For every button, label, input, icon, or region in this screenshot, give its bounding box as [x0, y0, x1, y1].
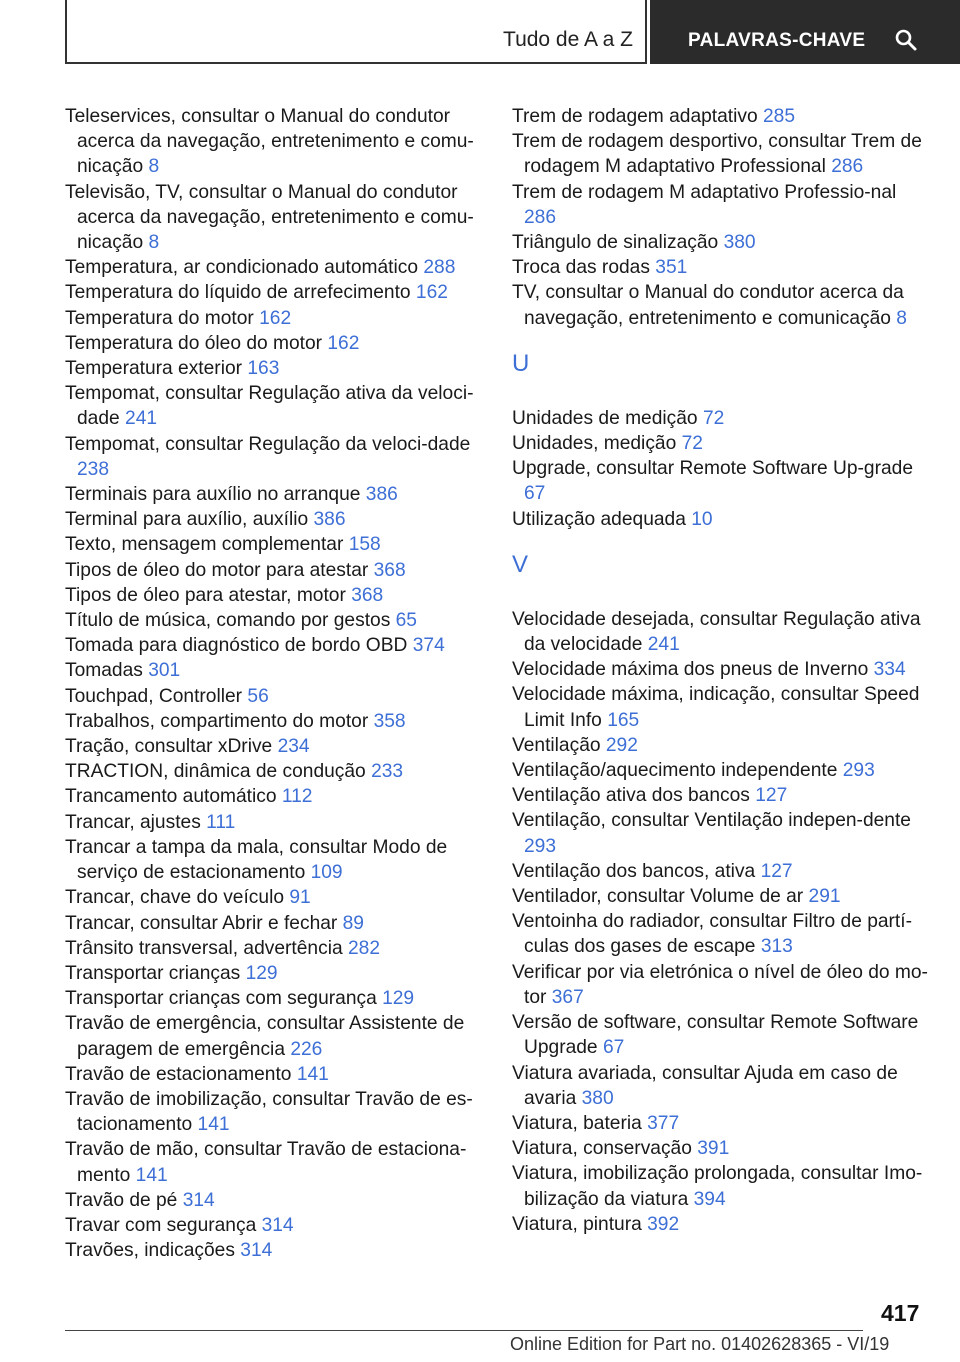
index-entry-text: Ventilador, consultar Volume de ar	[512, 886, 804, 908]
index-entry	[65, 1137, 475, 1187]
index-entry-page-link[interactable]: 241	[647, 634, 680, 656]
index-entry	[512, 230, 932, 255]
index-entry-text: TRACTION, dinâmica de condução	[65, 761, 366, 783]
index-entry-page-link[interactable]: 141	[296, 1063, 329, 1085]
tab-palavras-chave-label: PALAVRAS-CHAVE	[688, 30, 866, 51]
index-entry-page-link[interactable]: 301	[148, 660, 181, 682]
index-entry	[65, 658, 475, 683]
index-entry	[65, 986, 475, 1011]
index-entry-page-link[interactable]: 238	[77, 458, 110, 480]
index-entry	[65, 331, 475, 356]
index-entry-page-link[interactable]: 8	[148, 232, 160, 254]
index-entry-text: Ventilação dos bancos, ativa	[512, 860, 756, 882]
index-entry-page-link[interactable]: 8	[896, 307, 907, 329]
index-entry	[65, 356, 475, 381]
index-entry-text: Terminais para auxílio no arranque	[65, 484, 361, 506]
index-entry-page-link[interactable]: 293	[842, 760, 875, 782]
index-entry-page-link[interactable]: 314	[182, 1189, 215, 1211]
index-entry-page-link[interactable]: 72	[681, 433, 703, 455]
index-entry-page-link[interactable]: 351	[655, 257, 688, 279]
index-entry	[65, 1062, 475, 1087]
index-entry-page-link[interactable]: 292	[605, 734, 638, 756]
index-entry	[512, 104, 932, 129]
index-entry	[65, 734, 475, 759]
index-entry	[65, 381, 475, 431]
index-entry-page-link[interactable]: 158	[348, 534, 381, 556]
index-entry-page-link[interactable]: 394	[693, 1188, 726, 1210]
index-entry-text: Trancar, consultar Abrir e fechar	[65, 912, 338, 934]
index-entry-page-link[interactable]: 127	[760, 860, 793, 882]
index-entry-text: Temperatura, ar condicionado automático	[65, 257, 419, 279]
index-entry-text: Unidades, medição	[512, 433, 677, 455]
index-entry-text: TV, consultar o Manual do condutor acerca da navegação, entretenimento e comunicação	[512, 282, 904, 329]
index-entry-page-link[interactable]: 141	[135, 1164, 168, 1186]
index-entry	[512, 1136, 932, 1161]
index-entry-text: Ventilação	[512, 734, 601, 756]
index-entry-text: Unidades de medição	[512, 407, 698, 429]
index-entry-page-link[interactable]: 374	[412, 635, 445, 657]
index-entry	[65, 835, 475, 885]
index-group-v	[512, 607, 932, 1237]
index-entry	[512, 255, 932, 280]
index-entry-page-link[interactable]: 72	[702, 407, 725, 429]
index-entry	[512, 431, 932, 456]
index-entry-text: Tomada para diagnóstico de bordo OBD	[65, 635, 408, 657]
index-entry	[512, 1010, 932, 1060]
index-letter-u: U	[512, 349, 530, 377]
index-entry-text: Ventilação/aquecimento independente	[512, 760, 838, 782]
index-entry-text: Troca das rodas	[512, 257, 650, 279]
index-letter-v: V	[512, 550, 529, 578]
index-entry	[65, 684, 475, 709]
index-entry	[512, 909, 932, 959]
footer-edition-text: Online Edition for Part no. 01402628365 - VI/19	[510, 1334, 890, 1354]
index-entry	[512, 884, 932, 909]
index-entry-page-link[interactable]: 391	[697, 1138, 730, 1160]
index-entry-page-link[interactable]: 165	[607, 709, 640, 731]
index-entry-page-link[interactable]: 129	[245, 962, 278, 984]
index-entry-text: Viatura, pintura	[512, 1213, 642, 1235]
index-entry-page-link[interactable]: 380	[723, 232, 756, 254]
index-entry	[65, 280, 475, 305]
index-entry-page-link[interactable]: 65	[395, 610, 417, 632]
index-entry-text: Televisão, TV, consultar o Manual do condutor acerca da navegação, entretenimento e comu‐nicação	[65, 181, 474, 254]
index-entry	[512, 960, 932, 1010]
index-entry-text: Tração, consultar xDrive	[65, 736, 273, 758]
index-entry	[512, 607, 932, 657]
index-entry-text: Teleservices, consultar o Manual do condutor acerca da navegação, entretenimento e comu‐nicação	[65, 106, 474, 178]
footer-divider	[65, 1330, 863, 1331]
index-entry	[512, 507, 932, 532]
index-entry	[65, 759, 475, 784]
index-entry-text: Temperatura do líquido de arrefecimento	[65, 282, 411, 304]
index-entry	[512, 1111, 932, 1136]
index-entry-page-link[interactable]: 91	[289, 887, 311, 909]
index-entry-text: Ventoinha do radiador, consultar Filtro de partí‐culas dos gases de escape	[512, 911, 912, 958]
index-entry-page-link[interactable]: 162	[327, 332, 360, 354]
index-entry-page-link[interactable]: 377	[647, 1112, 680, 1134]
index-entry-page-link[interactable]: 109	[310, 862, 343, 884]
index-entry-text: Texto, mensagem complementar	[65, 534, 344, 556]
index-entry-text: Travão de mão, consultar Travão de estaciona‐mento	[65, 1139, 467, 1186]
index-entry-text: Trancar, chave do veículo	[65, 887, 284, 909]
index-entry	[65, 1213, 475, 1238]
index-group-t	[512, 104, 932, 331]
index-entry	[65, 104, 475, 180]
tab-tudo-de-a-a-z[interactable]: Tudo de A a Z	[503, 28, 633, 51]
index-entry-page-link[interactable]: 226	[290, 1038, 323, 1060]
index-entry	[512, 129, 932, 179]
index-entry-page-link[interactable]: 112	[281, 786, 313, 808]
index-entry-page-link[interactable]: 67	[524, 483, 546, 505]
index-entry-text: Viatura avariada, consultar Ajuda em caso de avaria	[512, 1062, 898, 1109]
index-entry-page-link[interactable]: 162	[415, 282, 448, 304]
index-entry-page-link[interactable]: 10	[691, 508, 713, 530]
search-icon[interactable]	[894, 28, 918, 52]
index-entry-text: Travão de imobilização, consultar Travão de es‐tacionamento	[65, 1088, 473, 1136]
index-entry	[512, 758, 932, 783]
index-entry-text: Viatura, imobilização prolongada, consultar Imo‐bilização da viatura	[512, 1163, 923, 1210]
index-entry-text: Tempomat, consultar Regulação ativa da veloci‐dade	[65, 383, 474, 430]
index-entry	[65, 911, 475, 936]
index-entry-page-link[interactable]: 313	[760, 936, 793, 958]
index-entry-page-link[interactable]: 314	[240, 1240, 273, 1262]
index-entry-text: Utilização adequada	[512, 508, 686, 530]
index-entry-text: Travão de pé	[65, 1189, 178, 1211]
index-entry-page-link[interactable]: 127	[755, 785, 788, 807]
index-entry-page-link[interactable]: 234	[277, 736, 310, 758]
index-entry-text: Ventilação ativa dos bancos	[512, 785, 750, 807]
index-entry-page-link[interactable]: 314	[261, 1214, 294, 1236]
index-entry	[65, 885, 475, 910]
index-entry-page-link[interactable]: 386	[365, 484, 398, 506]
index-entry-page-link[interactable]: 56	[247, 685, 269, 707]
index-entry-page-link[interactable]: 286	[831, 156, 864, 178]
index-entry-page-link[interactable]: 67	[602, 1037, 625, 1059]
index-entry-text: Triângulo de sinalização	[512, 232, 719, 254]
index-entry	[512, 682, 932, 732]
index-entry-text: Temperatura do óleo do motor	[65, 332, 323, 354]
index-entry-page-link[interactable]: 129	[382, 988, 415, 1010]
index-entry-text: Trancar a tampa da mala, consultar Modo de serviço de estacionamento	[65, 836, 448, 884]
index-entry-text: Verificar por via eletrónica o nível de óleo do mo‐tor	[512, 961, 928, 1008]
index-entry	[512, 180, 932, 230]
index-entry-text: Tipos de óleo do motor para atestar	[65, 559, 369, 581]
index-entry-text: Touchpad, Controller	[65, 685, 243, 707]
index-entry-text: Trancar, ajustes	[65, 811, 201, 833]
index-entry	[512, 808, 932, 858]
index-entry	[65, 633, 475, 658]
index-entry-text: Tempomat, consultar Regulação da veloci‐dade	[65, 433, 471, 455]
index-entry-text: Velocidade desejada, consultar Regulação ativa da velocidade	[512, 608, 921, 656]
index-group-u	[512, 406, 932, 532]
index-entry	[65, 936, 475, 961]
index-entry	[512, 1161, 932, 1211]
index-entry-page-link[interactable]: 282	[347, 937, 380, 959]
index-entry-text: Upgrade, consultar Remote Software Up‐grade	[512, 458, 914, 480]
index-entry-text: Trancamento automático	[65, 786, 277, 808]
index-entry	[65, 1087, 475, 1137]
index-entry	[65, 507, 475, 532]
index-entry-page-link[interactable]: 291	[808, 886, 841, 908]
index-entry-page-link[interactable]: 233	[371, 761, 404, 783]
index-entry-text: Tipos de óleo para atestar, motor	[65, 584, 346, 606]
index-entry-text: Trem de rodagem desportivo, consultar Trem de rodagem M adaptativo Professional	[512, 131, 922, 178]
tab-palavras-chave[interactable]	[650, 0, 960, 64]
index-entry	[65, 1011, 475, 1061]
index-entry-text: Travar com segurança	[65, 1214, 257, 1236]
index-entry-page-link[interactable]: 285	[763, 106, 796, 127]
index-entry	[65, 432, 475, 482]
page-number: 417	[881, 1300, 920, 1326]
index-entry-page-link[interactable]: 141	[197, 1114, 230, 1136]
index-entry-text: Transportar crianças	[65, 962, 241, 984]
index-entry-text: Terminal para auxílio, auxílio	[65, 509, 309, 531]
index-entry-page-link[interactable]: 367	[551, 986, 584, 1008]
index-entry	[65, 255, 475, 280]
index-entry-text: Velocidade máxima, indicação, consultar Speed Limit Info	[512, 684, 920, 731]
index-entry	[65, 961, 475, 986]
index-entry-page-link[interactable]: 162	[259, 307, 292, 329]
index-entry-page-link[interactable]: 241	[125, 408, 158, 430]
index-entry-page-link[interactable]: 286	[524, 206, 557, 228]
index-entry-page-link[interactable]: 368	[351, 584, 384, 606]
index-entry-page-link[interactable]: 8	[148, 156, 160, 178]
index-entry-text: Travão de emergência, consultar Assistente de paragem de emergência	[65, 1013, 465, 1060]
index-entry-page-link[interactable]: 89	[342, 912, 364, 934]
index-entry	[65, 1238, 475, 1263]
index-entry-text: Temperatura do motor	[65, 307, 254, 329]
index-entry	[512, 280, 932, 330]
index-entry-page-link[interactable]: 380	[581, 1087, 614, 1109]
index-entry-text: Tomadas	[65, 660, 143, 682]
index-entry-text: Trabalhos, compartimento do motor	[65, 710, 369, 732]
index-entry-text: Travões, indicações	[65, 1240, 235, 1262]
index-entry-page-link[interactable]: 111	[206, 811, 236, 833]
index-entry-page-link[interactable]: 334	[873, 659, 906, 681]
index-entry-page-link[interactable]: 392	[647, 1213, 680, 1235]
index-entry-page-link[interactable]: 386	[313, 509, 346, 531]
index-entry	[65, 810, 475, 835]
index-entry-text: Versão de software, consultar Remote Software Upgrade	[512, 1012, 919, 1059]
index-entry-page-link[interactable]: 288	[423, 257, 456, 279]
index-entry-text: Trem de rodagem M adaptativo Professio‐nal	[512, 181, 897, 203]
index-entry	[65, 1188, 475, 1213]
index-entry	[512, 456, 932, 506]
index-entry-text: Transportar crianças com segurança	[65, 988, 377, 1010]
index-entry-text: Velocidade máxima dos pneus de Inverno	[512, 659, 869, 681]
index-entry-text: Travão de estacionamento	[65, 1063, 292, 1085]
index-entry-text: Trem de rodagem adaptativo	[512, 106, 758, 127]
index-entry-page-link[interactable]: 368	[373, 559, 406, 581]
index-entry	[512, 859, 932, 884]
index-entry	[512, 406, 932, 431]
index-entry	[65, 709, 475, 734]
index-entry	[512, 657, 932, 682]
index-entry	[512, 783, 932, 808]
index-entry	[65, 532, 475, 557]
index-entry	[65, 180, 475, 256]
index-entry	[512, 1212, 932, 1237]
index-entry-text: Temperatura exterior	[65, 358, 243, 380]
index-entry	[512, 1061, 932, 1111]
index-entry-text: Viatura, bateria	[512, 1112, 642, 1134]
index-entry-text: Título de música, comando por gestos	[65, 610, 391, 632]
index-entry-text: Viatura, conservação	[512, 1138, 692, 1160]
index-entry	[512, 733, 932, 758]
index-entry	[65, 558, 475, 583]
index-entry-text: Ventilação, consultar Ventilação indepen‐dente	[512, 810, 911, 832]
index-entry-page-link[interactable]: 163	[247, 358, 280, 380]
index-column-left	[65, 104, 475, 1263]
index-entry-page-link[interactable]: 293	[524, 835, 557, 857]
index-entry	[65, 482, 475, 507]
index-entry	[65, 306, 475, 331]
header-tab-frame	[65, 0, 647, 64]
index-entry	[65, 583, 475, 608]
index-entry-page-link[interactable]: 358	[373, 710, 406, 732]
index-entry	[65, 608, 475, 633]
index-entry	[65, 784, 475, 809]
index-entry-text: Trânsito transversal, advertência	[65, 937, 343, 959]
index-column-right	[512, 104, 932, 1237]
